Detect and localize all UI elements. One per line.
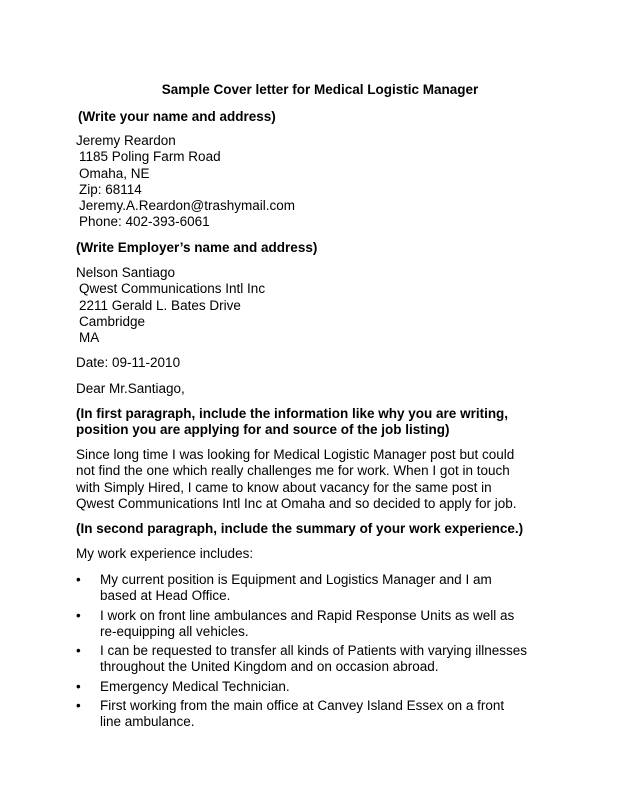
para2-heading: (In second paragraph, include the summary of your work experience.) — [76, 521, 524, 536]
bullet-icon: • — [76, 643, 81, 659]
list-item-line: First working from the main office at Canvey Island Essex on a front — [100, 698, 505, 714]
bullet-icon: • — [76, 572, 81, 587]
para1-line: Qwest Communications Intl Inc at Omaha and so decided to apply for job. — [76, 495, 517, 511]
list-item-line: Emergency Medical Technician. — [100, 678, 290, 694]
sender-email: Jeremy.A.Reardon@trashymail.com — [79, 198, 296, 214]
sender-city: Omaha, NE — [79, 165, 150, 181]
letter-title: Sample Cover letter for Medical Logistic Manager — [161, 82, 479, 97]
employer-state: MA — [79, 330, 100, 346]
experience-intro: My work experience includes: — [76, 546, 254, 561]
list-item — [76, 572, 576, 605]
experience-list — [76, 572, 576, 734]
list-item-line: based at Head Office. — [100, 588, 231, 604]
employer-name: Nelson Santiago — [76, 265, 176, 280]
para1-heading-line: (In first paragraph, include the information like why you are writing, — [76, 406, 509, 421]
sender-address — [76, 133, 295, 231]
sender-phone: Phone: 402-393-6061 — [79, 214, 210, 230]
list-item — [76, 643, 576, 676]
list-item-line: re-equipping all vehicles. — [100, 623, 249, 639]
list-item-line: I work on front line ambulances and Rapid Response Units as well as — [100, 607, 515, 623]
sender-name: Jeremy Reardon — [76, 133, 176, 148]
bullet-icon: • — [76, 698, 81, 714]
employer-address — [76, 265, 265, 346]
employer-street: 2211 Gerald L. Bates Drive — [79, 297, 241, 313]
sender-heading: (Write your name and address) — [78, 109, 276, 124]
para1-heading — [76, 406, 576, 439]
list-item — [76, 608, 576, 641]
employer-company: Qwest Communications Intl Inc — [79, 281, 266, 297]
para1-body — [76, 447, 576, 512]
list-item — [76, 698, 576, 731]
list-item-line: My current position is Equipment and Logistics Manager and I am — [100, 572, 492, 587]
list-item-line: I can be requested to transfer all kinds of Patients with varying illnesses — [100, 643, 527, 659]
employer-heading: (Write Employer’s name and address) — [76, 240, 318, 255]
letter-date: Date: 09-11-2010 — [76, 355, 181, 370]
para1-line: with Simply Hired, I came to know about vacancy for the same post in — [76, 479, 492, 495]
sender-zip: Zip: 68114 — [79, 181, 142, 197]
list-item — [76, 679, 576, 695]
list-item-line: throughout the United Kingdom and on occasion abroad. — [100, 659, 439, 675]
bullet-icon: • — [76, 678, 81, 694]
para1-line: not find the one which really challenges me for work. When I got in touch — [76, 463, 510, 479]
bullet-icon: • — [76, 607, 81, 623]
list-item-line: line ambulance. — [100, 714, 195, 730]
para1-heading-line: position you are applying for and source of the job listing) — [76, 422, 450, 438]
salutation: Dear Mr.Santiago, — [76, 381, 185, 396]
para1-line: Since long time I was looking for Medical Logistic Manager post but could — [76, 447, 515, 462]
sender-street: 1185 Poling Farm Road — [79, 149, 221, 165]
employer-city: Cambridge — [79, 313, 146, 329]
